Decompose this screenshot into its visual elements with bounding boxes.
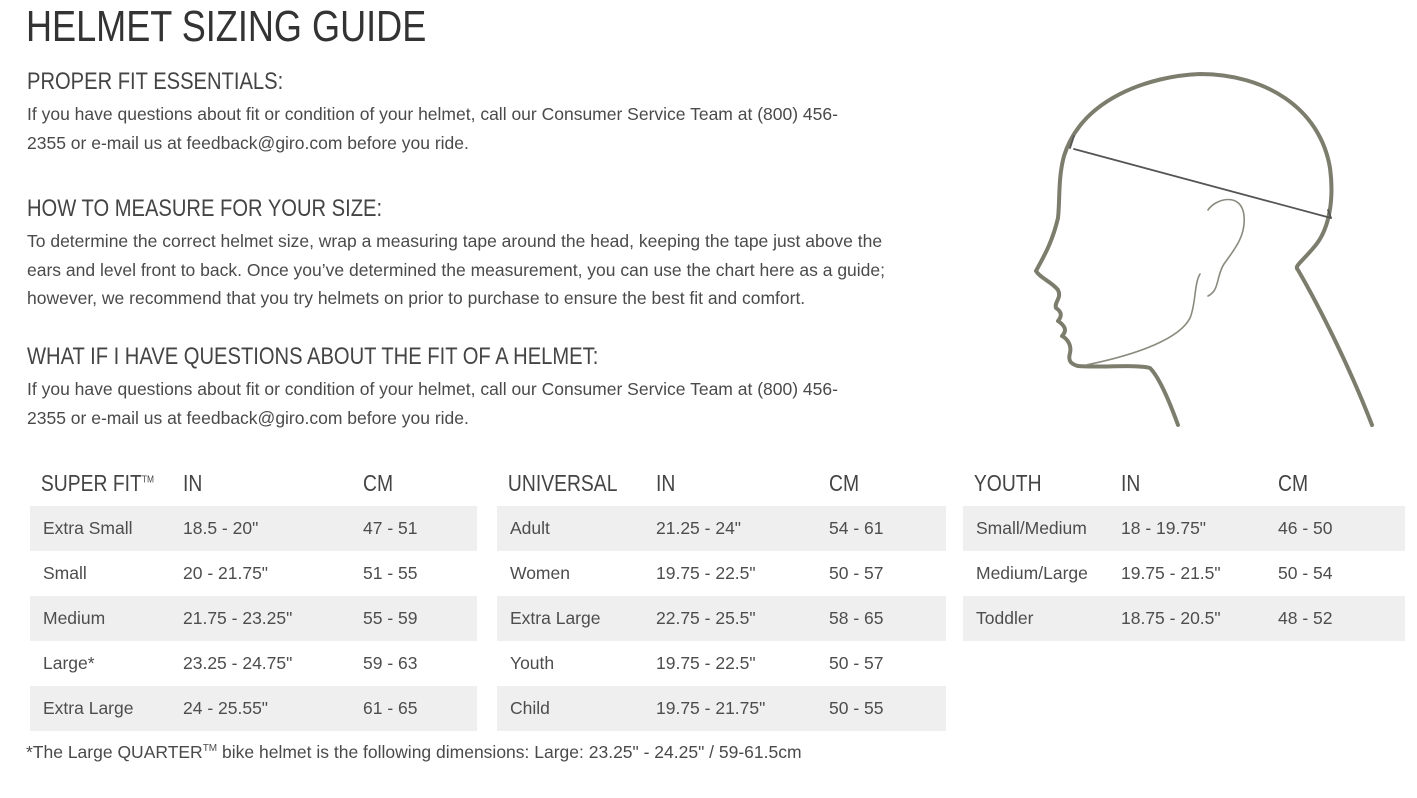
inch-cell: 19.75 - 21.75" (656, 698, 766, 718)
cm-cell: 59 - 63 (363, 653, 418, 673)
column-header: IN (1121, 469, 1141, 496)
size-cell: Medium (43, 608, 106, 628)
cm-cell: 50 - 55 (829, 698, 884, 718)
inch-cell: 19.75 - 21.5" (1121, 563, 1221, 583)
column-header: IN (656, 469, 676, 496)
inch-cell: 18 - 19.75" (1121, 518, 1207, 538)
column-header: CM (829, 469, 860, 496)
cm-cell: 46 - 50 (1278, 518, 1333, 538)
inch-cell: 18.5 - 20" (183, 518, 259, 538)
column-header: IN (183, 469, 203, 496)
body-line: If you have questions about fit or condition of your helmet, call our Consumer Service Team at (800) 456- (27, 104, 838, 124)
table-header-row (963, 460, 1405, 506)
size-cell: Extra Large (510, 608, 601, 628)
inch-cell: 22.75 - 25.5" (656, 608, 756, 628)
table-header-row (497, 460, 946, 506)
column-header: YOUTH (973, 469, 1042, 496)
table-universal (497, 460, 946, 731)
table-row (30, 551, 477, 596)
column-header: CM (1278, 469, 1309, 496)
section-how-to-measure (27, 195, 957, 313)
inch-cell: 20 - 21.75" (183, 563, 269, 583)
inch-cell: 21.75 - 23.25" (183, 608, 293, 628)
cm-cell: 50 - 54 (1278, 563, 1333, 583)
body-line: If you have questions about fit or condition of your helmet, call our Consumer Service Team at (800) 456- (27, 379, 838, 399)
inch-cell: 24 - 25.55" (183, 698, 269, 718)
cm-cell: 55 - 59 (363, 608, 418, 628)
size-cell: Small (43, 563, 87, 583)
table-row (497, 596, 946, 641)
table-row (963, 551, 1405, 596)
body-line: however, we recommend that you try helmets on prior to purchase to ensure the best fit and comfort. (27, 288, 806, 308)
section-fit-questions (27, 343, 957, 432)
size-cell: Youth (510, 653, 555, 673)
table-row (30, 596, 477, 641)
table-row (497, 506, 946, 551)
column-header: CM (363, 469, 394, 496)
body-line: 2355 or e-mail us at feedback@giro.com before you ride. (27, 407, 469, 428)
head-measurement-icon (1030, 68, 1385, 433)
cm-cell: 48 - 52 (1278, 608, 1333, 628)
size-cell: Adult (510, 518, 550, 538)
cm-cell: 47 - 51 (363, 518, 418, 538)
table-row (497, 551, 946, 596)
page-title: HELMET SIZING GUIDE (26, 2, 427, 51)
size-cell: Small/Medium (976, 518, 1087, 538)
table-header-row (30, 460, 477, 506)
column-header: SUPER FIT™ (40, 469, 154, 496)
body-line: To determine the correct helmet size, wrap a measuring tape around the head, keeping the tape just above the (27, 231, 883, 251)
size-cell: Extra Small (43, 518, 133, 538)
cm-cell: 54 - 61 (829, 518, 884, 538)
table-row (497, 686, 946, 731)
cm-cell: 58 - 65 (829, 608, 884, 628)
table-super-fit (30, 460, 477, 731)
size-cell: Child (510, 698, 550, 718)
size-cell: Toddler (976, 608, 1034, 628)
body-line: 2355 or e-mail us at feedback@giro.com before you ride. (27, 132, 469, 153)
footnote-text: *The Large QUARTER (26, 742, 203, 762)
table-row (30, 686, 477, 731)
inch-cell: 21.25 - 24" (656, 518, 742, 538)
section-body (27, 100, 957, 157)
size-cell: Extra Large (43, 698, 134, 718)
footnote-text: bike helmet is the following dimensions: Large: 23.25" - 24.25" / 59-61.5cm (217, 742, 802, 762)
cm-cell: 51 - 55 (363, 563, 418, 583)
table-row (963, 506, 1405, 551)
cm-cell: 50 - 57 (829, 563, 884, 583)
inch-cell: 18.75 - 20.5" (1121, 608, 1221, 628)
section-proper-fit (27, 68, 957, 157)
footnote (26, 742, 802, 763)
table-row (30, 506, 477, 551)
cm-cell: 50 - 57 (829, 653, 884, 673)
table-youth (963, 460, 1405, 641)
trademark-mark: TM (202, 743, 218, 755)
inch-cell: 19.75 - 22.5" (656, 563, 756, 583)
section-heading: HOW TO MEASURE FOR YOUR SIZE: (27, 195, 383, 222)
size-cell: Women (510, 563, 570, 583)
section-heading: WHAT IF I HAVE QUESTIONS ABOUT THE FIT OF A HELMET: (27, 343, 599, 370)
size-cell: Medium/Large (976, 563, 1088, 583)
table-row (963, 596, 1405, 641)
inch-cell: 23.25 - 24.75" (183, 653, 293, 673)
cm-cell: 61 - 65 (363, 698, 418, 718)
section-heading: PROPER FIT ESSENTIALS: (27, 68, 284, 95)
section-body (27, 375, 957, 432)
section-body (27, 227, 957, 313)
table-row (30, 641, 477, 686)
body-line: ears and level front to back. Once you’ve determined the measurement, you can use the chart here as a guide; (27, 259, 885, 280)
table-row (497, 641, 946, 686)
column-header: UNIVERSAL (507, 469, 618, 496)
size-cell: Large* (43, 653, 95, 673)
inch-cell: 19.75 - 22.5" (656, 653, 756, 673)
